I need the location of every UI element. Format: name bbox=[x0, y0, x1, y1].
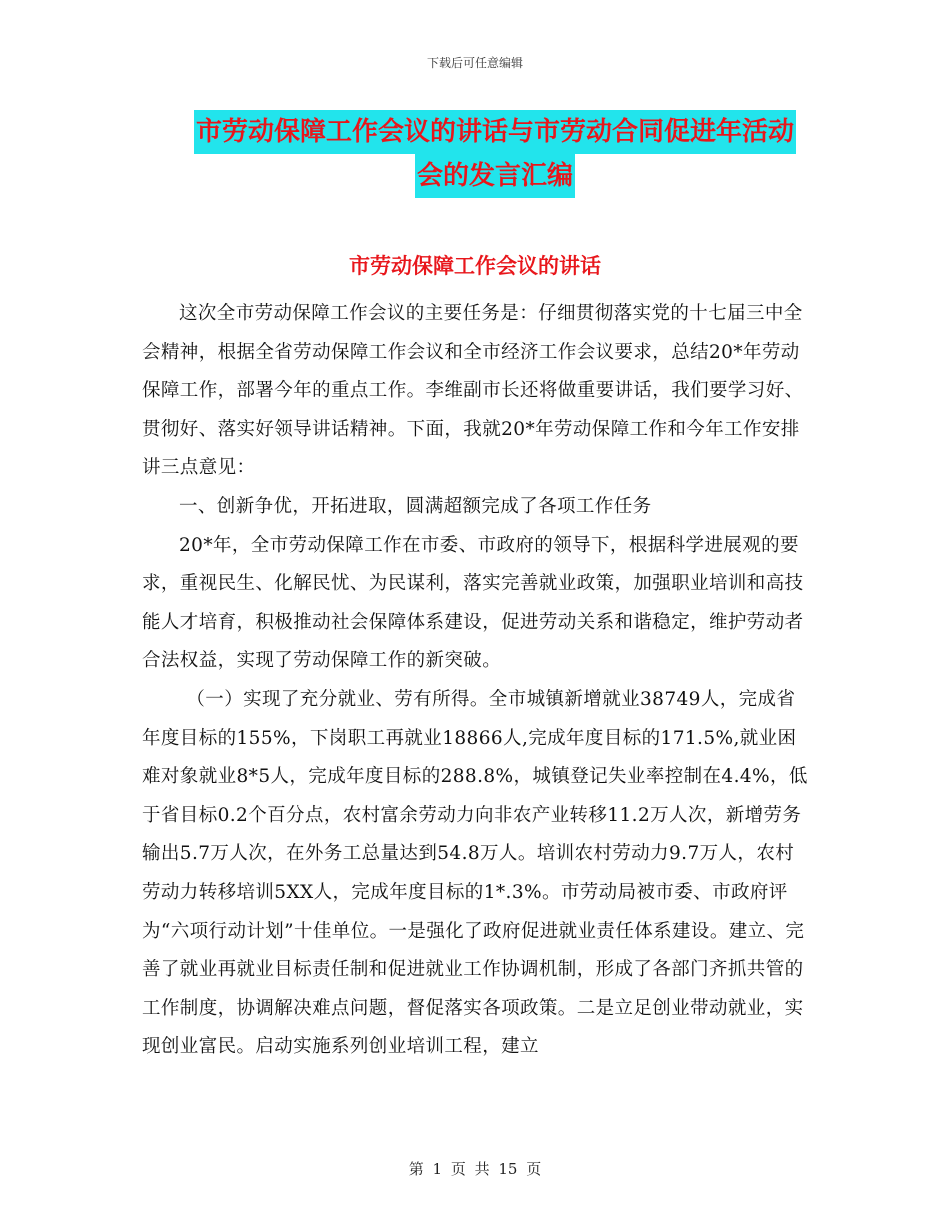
paragraph-intro: 这次全市劳动保障工作会议的主要任务是：仔细贯彻落实党的十七届三中全会精神，根据全省劳动保障工作会议和全市经济工作会议要求，总结20*年劳动保障工作，部署今年的重点工作。李维副市长还将做重要讲话，我们要学习好、贯彻好、落实好领导讲话精神。下面，我就20*年劳动保障工作和今年工作安排讲三点意见： bbox=[142, 303, 804, 479]
section-title: 市劳动保障工作会议的讲话 bbox=[349, 254, 601, 278]
page-number-footer: 第 1 页 共 15 页 bbox=[408, 1160, 542, 1178]
document-title-line-2: 会的发言汇编 bbox=[415, 154, 575, 198]
document-title bbox=[150, 110, 840, 198]
page-header-note: 下载后可任意编辑 bbox=[426, 56, 523, 70]
paragraph-employment: （一）实现了充分就业、劳有所得。全市城镇新增就业38749人，完成省年度目标的155%，下岗职工再就业18866人,完成年度目标的171.5%,就业困难对象就业8*5人，完成年度目标的288.8%，城镇登记失业率控制在4.4%，低于省目标0.2个百分点，农村富余劳动力向非农产业转移11.2万人次，新增劳务输出5.7万人次，在外务工总量达到54.8万人。培训农村劳动力9.7万人，农村劳动力转移培训5XX人，完成年度目标的1*.3%。市劳动局被市委、市政府评为“六项行动计划”十佳单位。一是强化了政府促进就业责任体系建设。建立、完善了就业再就业目标责任制和促进就业工作协调机制，形成了各部门齐抓共管的工作制度，协调解决难点问题，督促落实各项政策。二是立足创业带动就业，实现创业富民。启动实施系列创业培训工程，建立 bbox=[142, 688, 808, 1058]
paragraph-summary: 20*年，全市劳动保障工作在市委、市政府的领导下，根据科学进展观的要求，重视民生、化解民忧、为民谋利，落实完善就业政策，加强职业培训和高技能人才培育，积极推动社会保障体系建设，促进劳动关系和谐稳定，维护劳动者合法权益，实现了劳动保障工作的新突破。 bbox=[142, 534, 804, 672]
document-title-line-1: 市劳动保障工作会议的讲话与市劳动合同促进年活动 bbox=[194, 110, 796, 154]
paragraph-heading-1: 一、创新争优，开拓进取，圆满超额完成了各项工作任务 bbox=[179, 495, 652, 517]
document-body bbox=[142, 295, 812, 1067]
